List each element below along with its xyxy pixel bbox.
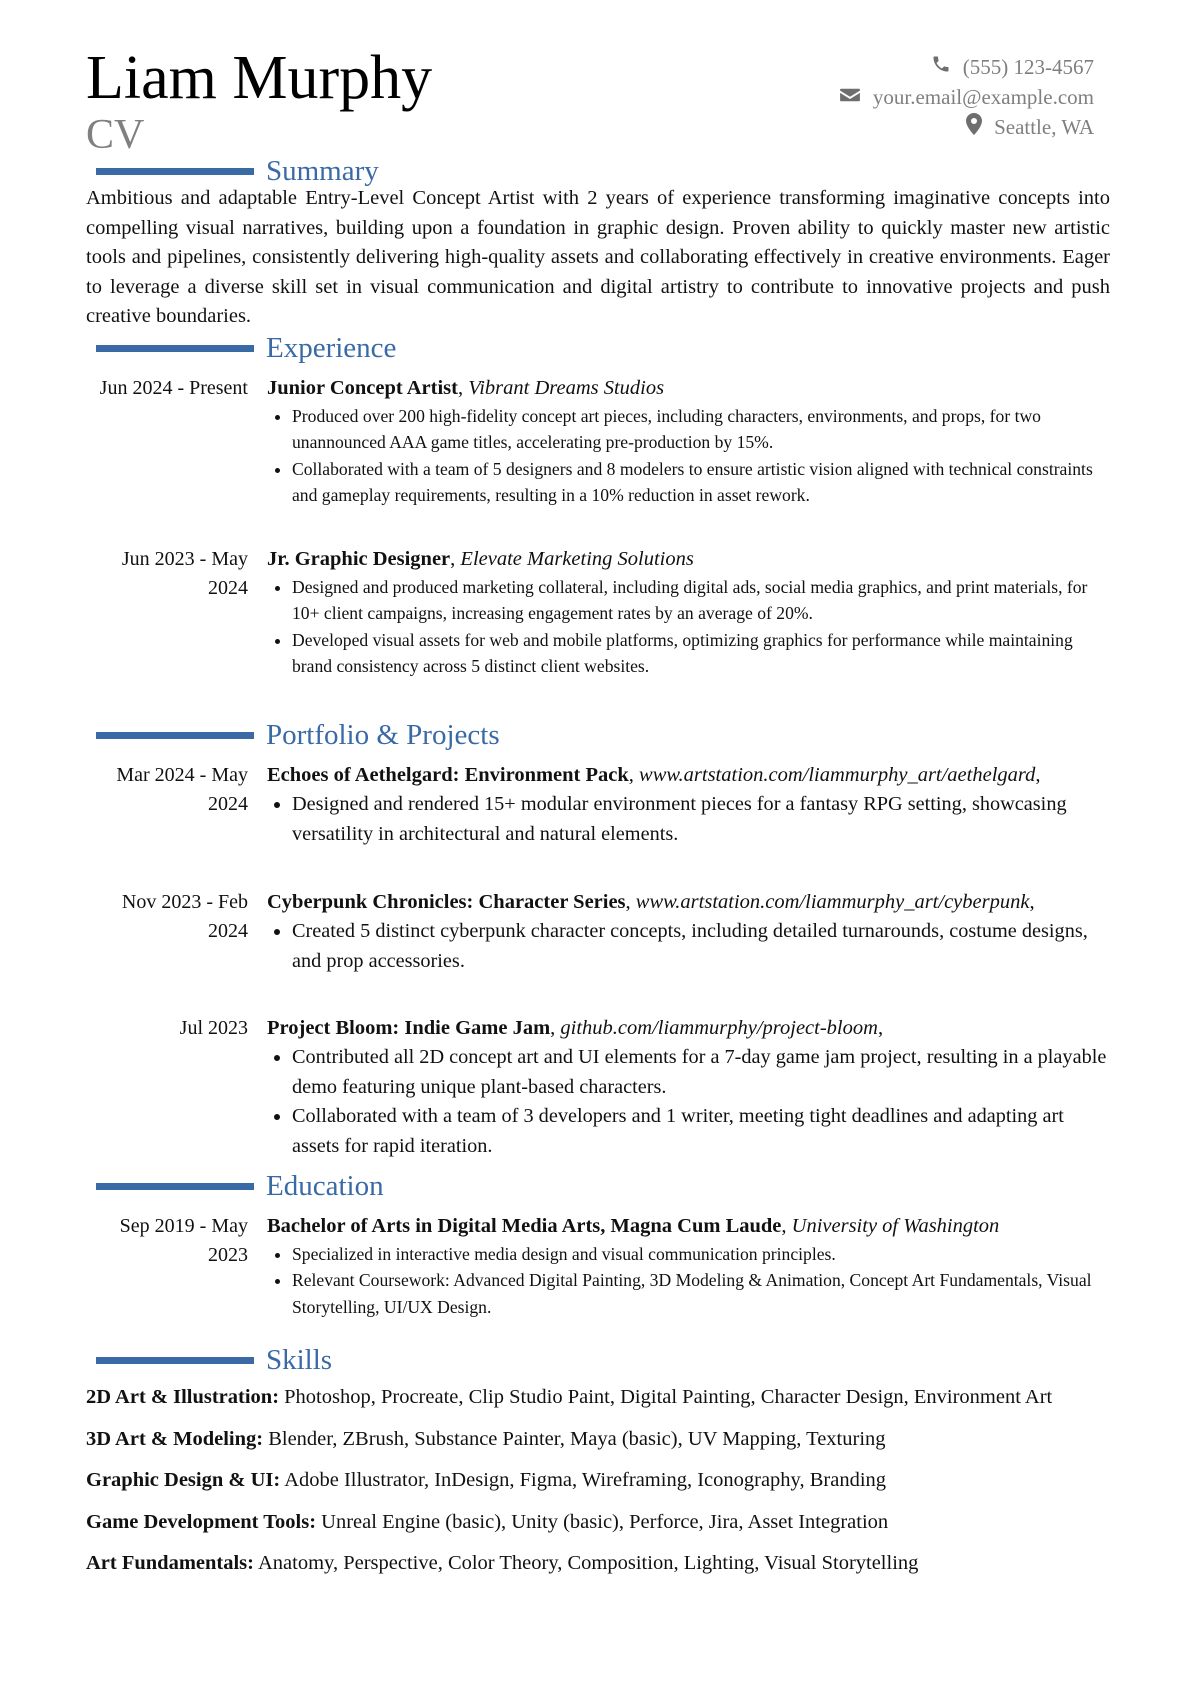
entry-bullets — [267, 790, 1110, 849]
entry-dates: Mar 2024 - May 2024 — [116, 764, 248, 815]
experience-entry — [86, 374, 1110, 509]
entry-dates: Sep 2019 - May 2023 — [119, 1215, 248, 1266]
map-marker-icon — [966, 113, 994, 141]
project-title: Echoes of Aethelgard: Environment Pack — [267, 764, 629, 786]
experience-entry — [86, 545, 1110, 680]
entry-organization: Elevate Marketing Solutions — [460, 548, 694, 570]
list-item: • Collaborated with a team of 5 designers and 8 modelers to ensure artistic vision aligned with technical constraints and gameplay requirements, resulting in a 10% reduction in asset rework. — [292, 456, 1110, 509]
skill-category: 3D Art & Modeling: — [86, 1427, 264, 1450]
entry-heading: Junior Concept Artist, Vibrant Dreams Studios — [267, 377, 665, 399]
entry-bullets — [267, 1241, 1110, 1320]
projects-heading: Portfolio & Projects — [266, 718, 500, 751]
project-title: Cyberpunk Chronicles: Character Series — [267, 891, 626, 913]
section-accent-bar — [96, 732, 254, 739]
project-link[interactable]: www.artstation.com/liammurphy_art/aethelgard — [639, 764, 1036, 786]
skill-row — [86, 1549, 1110, 1579]
project-entry — [86, 1014, 1110, 1161]
entry-bullets — [267, 403, 1110, 509]
project-entry — [86, 888, 1110, 976]
list-item: • Specialized in interactive media design and visual communication principles. — [292, 1241, 1110, 1267]
skill-category: Game Development Tools: — [86, 1510, 317, 1533]
entry-bullets — [267, 1043, 1110, 1161]
project-title: Project Bloom: Indie Game Jam — [267, 1017, 551, 1039]
skills-list — [86, 1383, 1110, 1591]
section-accent-bar — [96, 1183, 254, 1190]
section-accent-bar — [96, 168, 254, 175]
entry-dates: Jun 2023 - May 2024 — [121, 548, 248, 599]
skill-category: Art Fundamentals: — [86, 1552, 254, 1574]
contact-location — [839, 112, 1094, 142]
entry-dates: Jul 2023 — [179, 1017, 248, 1039]
education-heading: Education — [266, 1169, 384, 1202]
entry-heading: Echoes of Aethelgard: Environment Pack, www.artstation.com/liammurphy_art/aethelgard, — [267, 764, 1041, 786]
location-text: Seattle, WA — [994, 114, 1094, 139]
skill-row — [86, 1383, 1110, 1413]
entry-heading: Project Bloom: Indie Game Jam, github.com/liammurphy/project-bloom, — [267, 1017, 884, 1039]
skill-items: Adobe Illustrator, InDesign, Figma, Wireframing, Iconography, Branding — [284, 1469, 887, 1491]
section-accent-bar — [96, 1357, 254, 1364]
projects-section-header — [96, 717, 500, 753]
entry-organization: Vibrant Dreams Studios — [468, 377, 665, 399]
entry-dates: Jun 2024 - Present — [99, 377, 248, 399]
project-link[interactable]: github.com/liammurphy/project-bloom — [560, 1017, 878, 1039]
skill-row — [86, 1466, 1110, 1496]
list-item: • Designed and rendered 15+ modular environment pieces for a fantasy RPG setting, showcasing versatility in architectural and natural elements. — [292, 790, 1110, 849]
section-accent-bar — [96, 345, 254, 352]
school-name: University of Washington — [791, 1215, 1000, 1237]
entry-role: Jr. Graphic Designer — [267, 548, 451, 570]
degree-title: Bachelor of Arts in Digital Media Arts, Magna Cum Laude — [267, 1215, 782, 1237]
email-text: your.email@example.com — [872, 84, 1094, 109]
list-item: • Collaborated with a team of 3 developers and 1 writer, meeting tight deadlines and adapting art assets for rapid iteration. — [292, 1102, 1110, 1161]
list-item: • Produced over 200 high-fidelity concept art pieces, including characters, environments, and props, for two unannounced AAA game titles, accelerating pre-production by 15%. — [292, 403, 1110, 456]
contact-block — [839, 52, 1094, 142]
skill-items: Blender, ZBrush, Substance Painter, Maya (basic), UV Mapping, Texturing — [268, 1427, 886, 1450]
skill-items: Unreal Engine (basic), Unity (basic), Perforce, Jira, Asset Integration — [321, 1510, 889, 1533]
phone-icon — [931, 54, 963, 80]
document-label: CV — [86, 112, 145, 158]
entry-bullets — [267, 917, 1110, 976]
contact-phone[interactable] — [839, 52, 1094, 82]
experience-section-header — [96, 330, 396, 366]
project-entry — [86, 761, 1110, 849]
experience-heading: Experience — [266, 331, 397, 364]
list-item: • Created 5 distinct cyberpunk character concepts, including detailed turnarounds, costume designs, and prop accessories. — [292, 917, 1110, 976]
candidate-name: Liam Murphy — [86, 44, 433, 112]
skills-section-header — [96, 1342, 332, 1378]
skill-row — [86, 1508, 1110, 1538]
entry-heading: Bachelor of Arts in Digital Media Arts, Magna Cum Laude, University of Washington — [267, 1215, 1000, 1237]
project-link[interactable]: www.artstation.com/liammurphy_art/cyberpunk — [635, 891, 1030, 913]
phone-text: (555) 123-4567 — [962, 54, 1094, 79]
list-item: • Relevant Coursework: Advanced Digital Painting, 3D Modeling & Animation, Concept Art Fundamentals, Visual Storytelling, UI/UX Design. — [292, 1267, 1110, 1320]
skills-heading: Skills — [266, 1343, 333, 1376]
summary-text: Ambitious and adaptable Entry-Level Concept Artist with 2 years of experience transforming imaginative concepts into compelling visual narratives, building upon a foundation in graphic design. Proven ability to quickly master new artistic tools and pipelines, consistently delivering high-quality assets and collaborating effectively in creative environments. Eager to leverage a diverse skill set in visual communication and digital artistry to contribute to innovative projects and push creative boundaries. — [86, 187, 1110, 328]
contact-email[interactable] — [839, 82, 1094, 112]
skill-category: Graphic Design & UI: — [86, 1469, 281, 1491]
summary-heading: Summary — [266, 154, 379, 187]
entry-bullets — [267, 574, 1110, 680]
list-item: • Designed and produced marketing collateral, including digital ads, social media graphics, and print materials, for 10+ client campaigns, increasing engagement rates by an average of 20%. — [292, 574, 1110, 627]
entry-heading: Jr. Graphic Designer, Elevate Marketing Solutions — [267, 548, 694, 570]
list-item: • Developed visual assets for web and mobile platforms, optimizing graphics for performance while maintaining brand consistency across 5 distinct client websites. — [292, 627, 1110, 680]
education-entry — [86, 1212, 1110, 1320]
envelope-icon — [839, 85, 873, 110]
entry-role: Junior Concept Artist — [267, 377, 458, 399]
skill-category: 2D Art & Illustration: — [86, 1386, 280, 1408]
skill-items: Anatomy, Perspective, Color Theory, Composition, Lighting, Visual Storytelling — [257, 1552, 919, 1574]
entry-heading: Cyberpunk Chronicles: Character Series, www.artstation.com/liammurphy_art/cyberpunk, — [267, 891, 1035, 913]
skill-items: Photoshop, Procreate, Clip Studio Paint, Digital Painting, Character Design, Environment Art — [284, 1386, 1053, 1408]
entry-dates: Nov 2023 - Feb 2024 — [121, 891, 248, 942]
education-section-header — [96, 1168, 384, 1204]
list-item: • Contributed all 2D concept art and UI elements for a 7-day game jam project, resulting in a playable demo featuring unique plant-based characters. — [292, 1043, 1110, 1102]
skill-row — [86, 1425, 1110, 1455]
